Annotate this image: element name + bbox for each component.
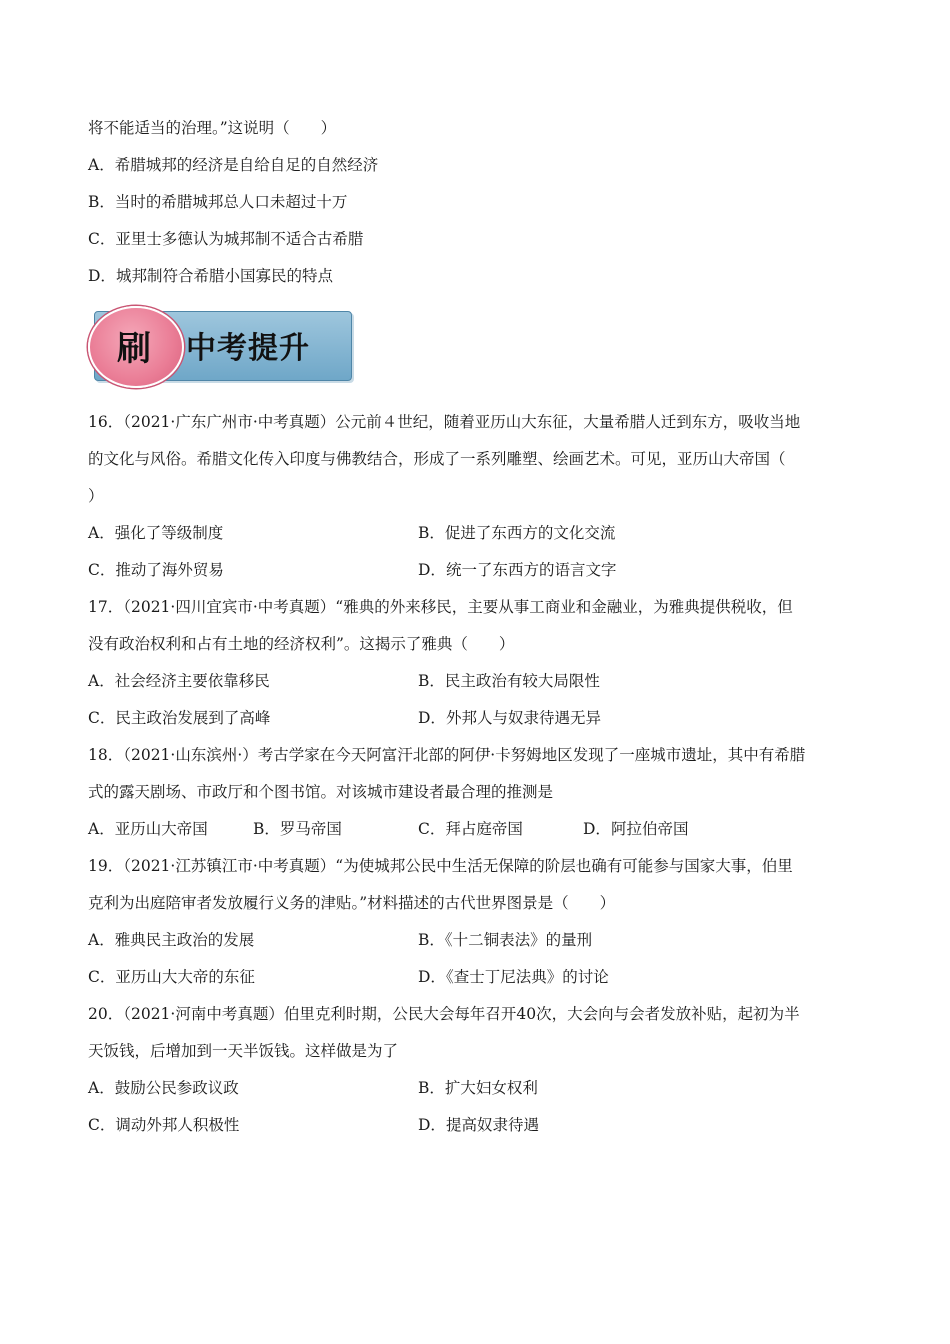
section-banner [88, 306, 352, 384]
question-19-option-b: B．《十二铜表法》的量刑 [418, 931, 593, 949]
question-20-option-a: A．鼓励公民参政议政 [88, 1079, 239, 1097]
question-19-option-d: D．《查士丁尼法典》的讨论 [418, 968, 609, 986]
question-15-tail: 将不能适当的治理。”这说明（ ） [88, 119, 337, 137]
question-16-line-3: ） [88, 487, 104, 505]
question-17-option-d: D．外邦人与奴隶待遇无异 [418, 709, 601, 727]
question-18-option-b: B．罗马帝国 [253, 820, 342, 838]
question-16-option-a: A．强化了等级制度 [88, 524, 224, 542]
question-20-option-b: B．扩大妇女权利 [418, 1079, 538, 1097]
question-18-line-1: 18．（2021·山东滨州·）考古学家在今天阿富汗北部的阿伊·卡努姆地区发现了一座城市遗址，其中有希腊 [88, 746, 806, 764]
question-19-line-1: 19．（2021·江苏镇江市·中考真题）“为使城邦公民中生活无保障的阶层也确有可能参与国家大事，伯里 [88, 857, 793, 875]
question-15-option-b: B．当时的希腊城邦总人口未超过十万 [88, 193, 348, 211]
question-16-option-d: D．统一了东西方的语言文字 [418, 561, 617, 579]
question-17-option-c: C．民主政治发展到了高峰 [88, 709, 271, 727]
question-18-line-2: 式的露天剧场、市政厅和个图书馆。对该城市建设者最合理的推测是 [88, 783, 554, 801]
question-20-line-2: 天饭钱，后增加到一天半饭钱。这样做是为了 [88, 1042, 399, 1060]
question-15-option-a: A．希腊城邦的经济是自给自足的自然经济 [88, 156, 379, 174]
question-16-line-1: 16．（2021·广东广州市·中考真题）公元前４世纪，随着亚历山大东征，大量希腊人迁到东方，吸收当地 [88, 413, 801, 431]
question-17-option-a: A．社会经济主要依靠移民 [88, 672, 270, 690]
question-20-option-c: C．调动外邦人积极性 [88, 1116, 240, 1134]
question-17-line-1: 17．（2021·四川宜宾市·中考真题）“雅典的外来移民，主要从事工商业和金融业，为雅典提供税收，但 [88, 598, 793, 616]
question-19-line-2: 克利为出庭陪审者发放履行义务的津贴。”材料描述的古代世界图景是（ ） [88, 894, 616, 912]
question-18-option-c: C．拜占庭帝国 [418, 820, 523, 838]
question-19-option-c: C．亚历山大大帝的东征 [88, 968, 255, 986]
question-19-option-a: A．雅典民主政治的发展 [88, 931, 255, 949]
question-20-line-1: 20．（2021·河南中考真题）伯里克利时期，公民大会每年召开40次，大会向与会者发放补贴，起初为半 [88, 1005, 800, 1023]
question-20-option-d: D．提高奴隶待遇 [418, 1116, 539, 1134]
question-15-option-c: C．亚里士多德认为城邦制不适合古希腊 [88, 230, 364, 248]
question-16-option-b: B．促进了东西方的文化交流 [418, 524, 616, 542]
banner-title: 中考提升 [186, 331, 310, 366]
question-16-line-2: 的文化与风俗。希腊文化传入印度与佛教结合，形成了一系列雕塑、绘画艺术。可见，亚历山大帝国（ [88, 450, 786, 468]
question-16-option-c: C．推动了海外贸易 [88, 561, 224, 579]
question-18-option-d: D．阿拉伯帝国 [583, 820, 689, 838]
question-17-line-2: 没有政治权利和占有土地的经济权利”。这揭示了雅典（ ） [88, 635, 515, 653]
question-17-option-b: B．民主政治有较大局限性 [418, 672, 600, 690]
question-18-option-a: A．亚历山大帝国 [88, 820, 208, 838]
banner-badge-char: 刷 [117, 328, 151, 369]
question-15-option-d: D．城邦制符合希腊小国寡民的特点 [88, 267, 333, 285]
